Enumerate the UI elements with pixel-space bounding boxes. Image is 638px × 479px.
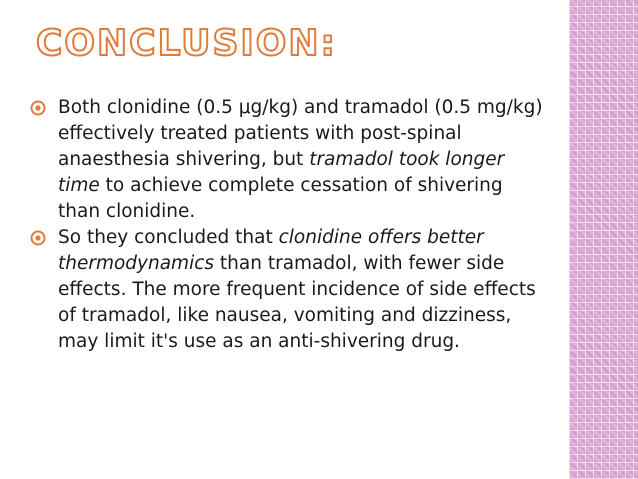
target-bullet-icon bbox=[30, 230, 46, 246]
bullet-text: than tramadol, with fewer side effects. The more frequent incidence of side effects of tramadol, like nausea, vomiting and dizziness, may limit it's use as an anti-shivering drug. bbox=[58, 253, 536, 352]
target-bullet-icon bbox=[30, 100, 46, 116]
slide-title: CONCLUSION: bbox=[36, 23, 337, 64]
bullet-text: Both clonidine (0.5 μg/kg) and tramadol (0.5 mg/kg) effectively treated patients with post-spinal anaesthesia shivering, but bbox=[58, 97, 543, 170]
bullet-text: to achieve complete cessation of shivering than clonidine. bbox=[58, 175, 503, 222]
bullet-item bbox=[30, 95, 550, 225]
decorative-side-strip bbox=[569, 0, 638, 479]
bullet-item bbox=[30, 225, 550, 355]
bullet-list bbox=[30, 95, 550, 355]
bullet-emphasis: clonidine offers better thermodynamics bbox=[58, 227, 484, 274]
bullet-text: So they concluded that bbox=[58, 227, 279, 248]
bullet-emphasis: tramadol took longer time bbox=[58, 149, 505, 196]
